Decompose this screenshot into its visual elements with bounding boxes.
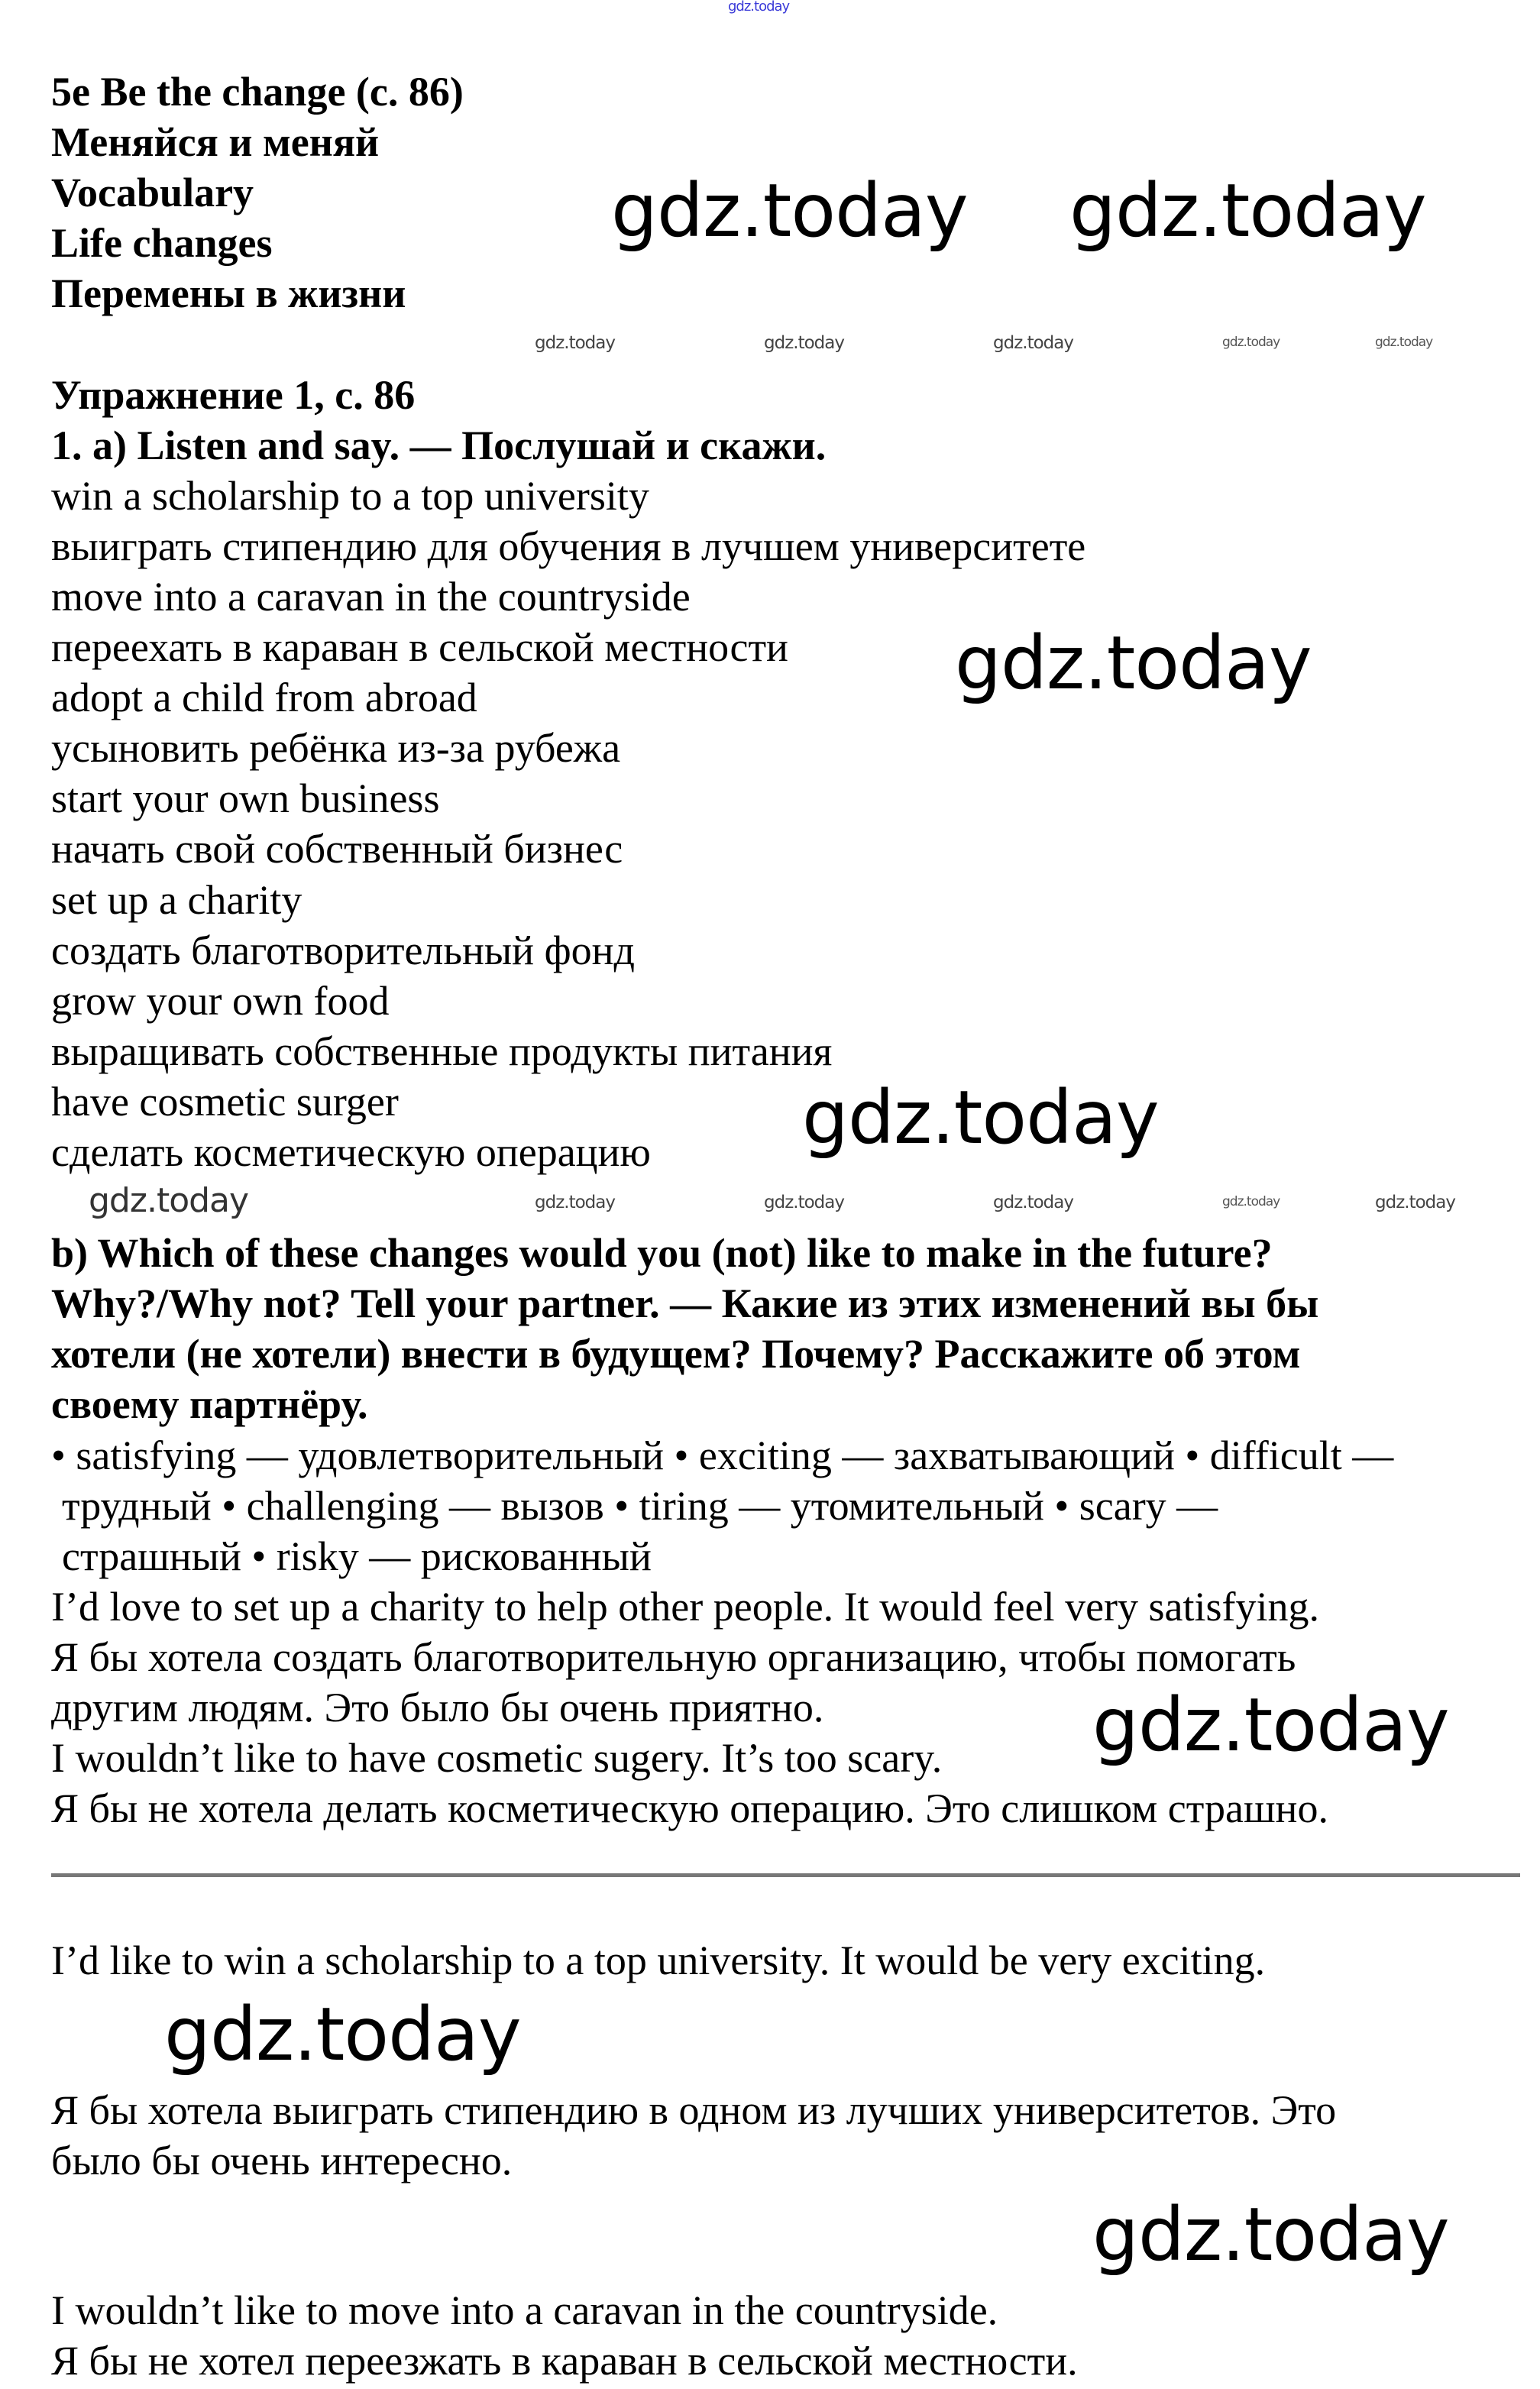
watermark: gdz.today (764, 1193, 844, 1212)
vocab-line: move into a caravan in the countryside (51, 573, 691, 620)
vocab-line: усыновить ребёнка из-за рубежа (51, 725, 621, 772)
main-text (51, 66, 1540, 1834)
watermark: gdz.today (802, 1075, 1159, 1161)
watermark: gdz.today (1375, 335, 1433, 350)
vocab-line: set up a charity (51, 876, 302, 923)
answer-line: I wouldn’t like to move into a caravan in the countryside. (51, 2287, 998, 2334)
vocab-line: создать благотворительный фонд (51, 927, 635, 973)
vocab-line: выиграть стипендию для обучения в лучшем университете (51, 523, 1086, 569)
watermark: gdz.today (1375, 1193, 1455, 1212)
vocab-line: adopt a child from abroad (51, 675, 477, 721)
watermark: gdz.today (1092, 1682, 1449, 1768)
task-a-heading: 1. a) Listen and say. — Послушай и скажи. (51, 422, 827, 468)
task-b-heading: Why?/Why not? Tell your partner. — Какие из этих изменений вы бы (51, 1280, 1319, 1327)
watermark: gdz.today (1222, 1194, 1280, 1209)
answer-line: Я бы хотела выиграть стипендию в одном из лучших университетов. Это (51, 2087, 1337, 2134)
vocab-line: grow your own food (51, 977, 390, 1024)
example-line: другим людям. Это было бы очень приятно. (51, 1685, 824, 1730)
watermark: gdz.today (1222, 335, 1280, 350)
word-list-line: • satisfying — удовлетворительный • exciting — захватывающий • difficult — (51, 1432, 1394, 1478)
watermark: gdz.today (993, 1193, 1073, 1212)
vocab-line: переехать в караван в сельской местности (51, 624, 788, 671)
topic-title-ru: Перемены в жизни (51, 270, 406, 317)
example-line: I wouldn’t like to have cosmetic sugery. It’s too scary. (51, 1735, 943, 1782)
example-line: Я бы хотела создать благотворительную организацию, чтобы помогать (51, 1633, 1296, 1680)
exercise-title: Упражнение 1, с. 86 (51, 371, 416, 418)
watermark: gdz.today (955, 620, 1312, 706)
watermark: gdz.today (993, 333, 1073, 353)
answer-line: было бы очень интересно. (51, 2138, 513, 2184)
watermark: gdz.today (611, 168, 968, 254)
lesson-title-ru: Меняйся и меняй (51, 119, 380, 166)
vocab-line: сделать косметическую операцию (51, 1128, 651, 1175)
watermark: gdz.today (164, 1992, 521, 2077)
watermark: gdz.today (728, 0, 790, 15)
watermark: gdz.today (89, 1181, 249, 1220)
vocab-line: начать свой собственный бизнес (51, 826, 623, 872)
answer-line: I’d like to win a scholarship to a top university. It would be very exciting. (51, 1937, 1266, 1983)
word-list-line: страшный • risky — рискованный (62, 1533, 652, 1579)
example-line: Я бы не хотела делать косметическую операцию. Это слишком страшно. (51, 1785, 1328, 1832)
watermark: gdz.today (535, 333, 615, 353)
word-list-line: трудный • challenging — вызов • tiring — утомительный • scary — (62, 1482, 1218, 1529)
section-vocabulary: Vocabulary (51, 170, 254, 216)
watermark: gdz.today (1092, 2192, 1449, 2277)
separator (51, 1873, 1520, 1877)
vocab-line: выращивать собственные продукты питания (51, 1028, 833, 1074)
vocab-line: have cosmetic surger (51, 1078, 399, 1125)
task-b-heading: хотели (не хотели) внести в будущем? Почему? Расскажите об этом (51, 1331, 1301, 1377)
watermark: gdz.today (535, 1193, 615, 1212)
lesson-title: 5e Be the change (с. 86) (51, 69, 464, 115)
vocab-line: win a scholarship to a top university (51, 472, 649, 519)
answer-line: Я бы не хотел переезжать в караван в сельской местности. (51, 2338, 1078, 2384)
vocab-line: start your own business (51, 775, 440, 822)
topic-title: Life changes (51, 220, 273, 267)
watermark: gdz.today (1069, 168, 1426, 254)
example-line: I’d love to set up a charity to help other people. It would feel very satisfying. (51, 1583, 1320, 1630)
watermark: gdz.today (764, 333, 844, 353)
task-b-heading: своему партнёру. (51, 1381, 368, 1428)
task-b-heading: b) Which of these changes would you (not) like to make in the future? (51, 1230, 1273, 1277)
